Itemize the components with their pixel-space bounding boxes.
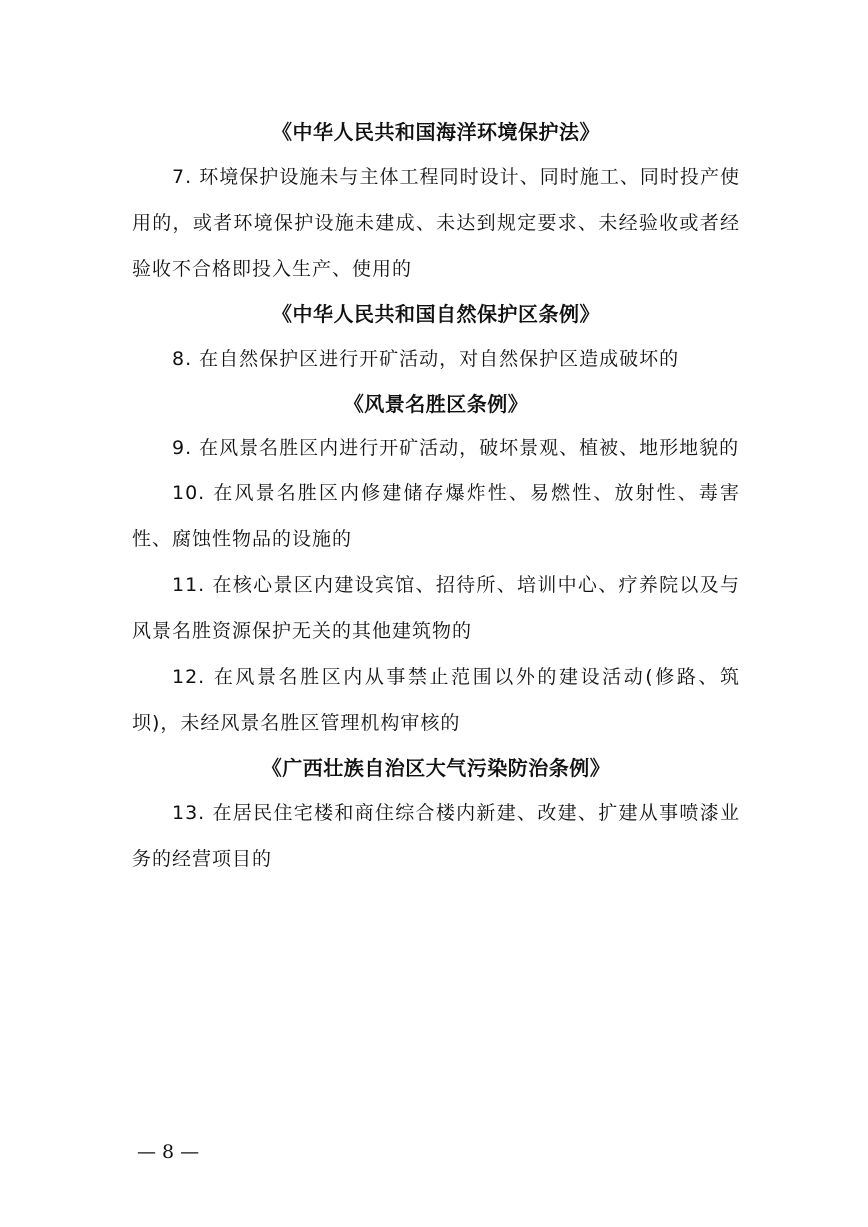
document-body <box>132 110 740 882</box>
list-item-11: 11. 在核心景区内建设宾馆、招待所、培训中心、疗养院以及与风景名胜资源保护无关的其他建筑物的 <box>132 574 740 642</box>
list-item-9: 9. 在风景名胜区内进行开矿活动，破坏景观、植被、地形地貌的 <box>172 437 740 459</box>
section-heading-scenic-area: 《风景名胜区条例》 <box>343 392 529 416</box>
section-heading-marine-law: 《中华人民共和国海洋环境保护法》 <box>272 120 600 144</box>
section-heading-nature-reserve: 《中华人民共和国自然保护区条例》 <box>272 302 600 326</box>
list-item-8: 8. 在自然保护区进行开矿活动，对自然保护区造成破坏的 <box>172 348 680 370</box>
list-item-7: 7. 环境保护设施未与主体工程同时设计、同时施工、同时投产使用的，或者环境保护设施未建成、未达到规定要求、未经验收或者经验收不合格即投入生产、使用的 <box>132 166 740 280</box>
page-number: — 8 — <box>137 1141 200 1163</box>
list-item-12: 12. 在风景名胜区内从事禁止范围以外的建设活动(修路、筑坝)，未经风景名胜区管理机构审核的 <box>132 666 740 734</box>
section-heading-air-pollution: 《广西壮族自治区大气污染防治条例》 <box>261 756 611 780</box>
list-item-10: 10. 在风景名胜区内修建储存爆炸性、易燃性、放射性、毒害性、腐蚀性物品的设施的 <box>132 482 740 550</box>
list-item-13: 13. 在居民住宅楼和商住综合楼内新建、改建、扩建从事喷漆业务的经营项目的 <box>132 802 740 870</box>
